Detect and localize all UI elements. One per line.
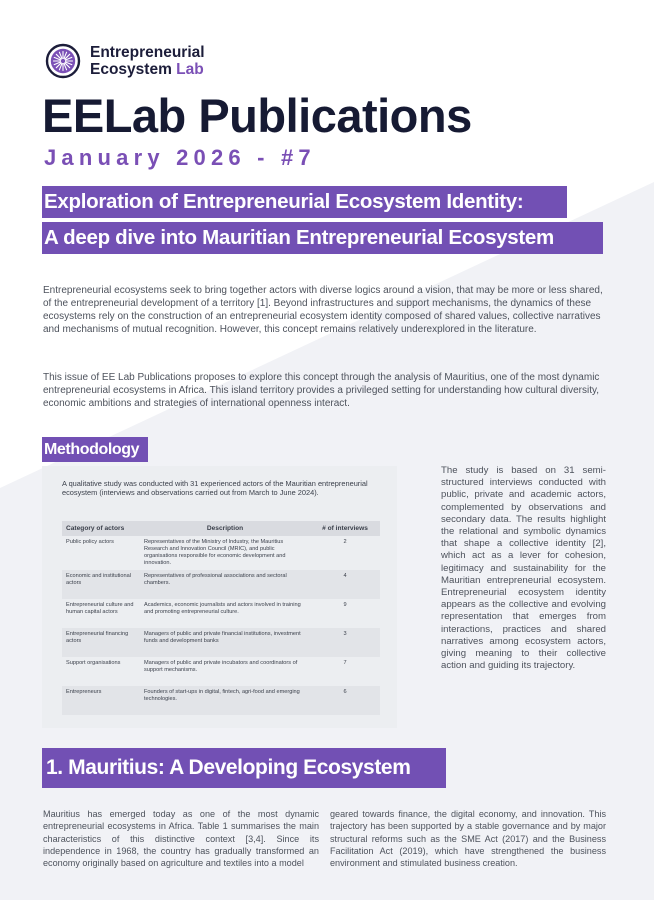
table-cell-count: 3	[310, 628, 380, 657]
section-1-column-left: Mauritius has emerged today as one of the most dynamic entrepreneurial ecosystems in Africa. Table 1 summarises the main characteristics of this distinctive context [3,4]. Since its independence in 1968, the country has gradually transformed an economy originally based on agriculture and textiles into a model	[43, 809, 319, 869]
table-cell-count: 4	[310, 570, 380, 599]
table-cell-description: Managers of public and private financial institutions, investment funds and development banks	[140, 628, 310, 657]
starburst-icon	[45, 43, 81, 79]
actors-table	[62, 521, 380, 715]
table-row	[62, 657, 380, 686]
table-cell-category: Entrepreneurial culture and human capital actors	[66, 602, 134, 615]
table-header-count: # of interviews	[310, 521, 380, 536]
table-cell-description: Representatives of professional associations and sectoral chambers.	[140, 570, 310, 599]
methodology-heading: Methodology	[42, 437, 148, 462]
table-cell-description: Representatives of the Ministry of Industry, the Mauritius Research and Innovation Council (MRIC), and public organisations responsible for economic development and innovation.	[144, 539, 286, 566]
table-cell-category: Entrepreneurs	[62, 686, 140, 715]
subtitle-line-1: Exploration of Entrepreneurial Ecosystem Identity:	[42, 186, 567, 218]
table-cell-count: 7	[343, 660, 347, 666]
issue-label: January 2026 - #7	[44, 145, 316, 170]
brand-name-ecosystem: Ecosystem	[90, 61, 177, 78]
intro-paragraph-2: This issue of EE Lab Publications proposes to explore this concept through the analysis of Mauritius, one of the most dynamic entrepreneurial ecosystems in Africa. This island territory provides a privileged setting for understanding how cultural diversity, economic ambitions and strategies of international openness interact.	[43, 372, 600, 409]
subtitle-line-2: A deep dive into Mauritian Entrepreneurial Ecosystem	[42, 222, 603, 254]
table-cell-category: Economic and institutional actors	[62, 570, 140, 599]
brand-name-lab: Lab	[176, 61, 204, 78]
section-1-heading: 1. Mauritius: A Developing Ecosystem	[42, 748, 446, 788]
table-row	[62, 536, 380, 570]
methodology-intro: A qualitative study was conducted with 31 experienced actors of the Mauritian entrepreneurial ecosystem (interviews and observations carried out from March to June 2024).	[62, 479, 368, 497]
methodology-box	[42, 466, 397, 728]
table-cell-category: Public policy actors	[66, 539, 114, 545]
brand-name-line2	[90, 61, 205, 78]
table-row	[62, 628, 380, 657]
table-header-row	[62, 521, 380, 536]
methodology-summary: The study is based on 31 semi-structured interviews conducted with public, private and academic actors, complemented by observations and secondary data. The results highlight the relational and symbolic dynamics that shape a collective identity [2], which act as a lever for cohesion, legitimacy and sustainability for the Mauritian entrepreneurial ecosystem. Entrepreneurial ecosystem identity appears as the collective and evolving representation that emerges from interactions, practices and shared narratives among ecosystem actors, giving meaning to their collective action and guiding its trajectory.	[441, 465, 606, 672]
table-cell-count: 6	[310, 686, 380, 715]
table-cell-category: Support organisations	[66, 660, 121, 666]
page-title: EELab Publications	[42, 89, 472, 142]
table-header-description: Description	[140, 521, 310, 536]
table-row	[62, 570, 380, 599]
table-cell-description: Academics, economic journalists and actors involved in training and promoting entrepreneurial culture.	[144, 602, 301, 615]
section-1-column-right: geared towards finance, the digital economy, and innovation. This trajectory has been supported by a stable governance and by major structural reforms such as the SME Act (2017) and the Business Facilitation Act (2019), which have strengthened the business environment and stimulated business creation.	[330, 809, 606, 869]
table-row	[62, 599, 380, 628]
table-row	[62, 686, 380, 715]
table-cell-description: Founders of start-ups in digital, fintech, agri-food and emerging technologies.	[140, 686, 310, 715]
table-cell-count: 2	[343, 539, 347, 545]
table-cell-description: Managers of public and private incubators and coordinators of support mechanisms.	[144, 660, 298, 673]
intro-paragraph-1: Entrepreneurial ecosystems seek to bring together actors with diverse logics around a vision, that may be more or less shared, of the entrepreneurial development of a territory [1]. Beyond infrastructures and support mechanisms, the dynamics of these ecosystems rely on the construction of an entrepreneurial ecosystem identity composed of shared values, collective narratives and mechanisms of mutual recognition. However, this concept remains relatively underexplored in the literature.	[43, 285, 603, 335]
brand-logo	[45, 43, 205, 79]
brand-name-line1: Entrepreneurial	[90, 44, 205, 61]
table-cell-category: Entrepreneurial financing actors	[62, 628, 140, 657]
table-header-category: Category of actors	[62, 521, 140, 536]
brand-name	[90, 44, 205, 78]
table-cell-count: 9	[343, 602, 347, 608]
